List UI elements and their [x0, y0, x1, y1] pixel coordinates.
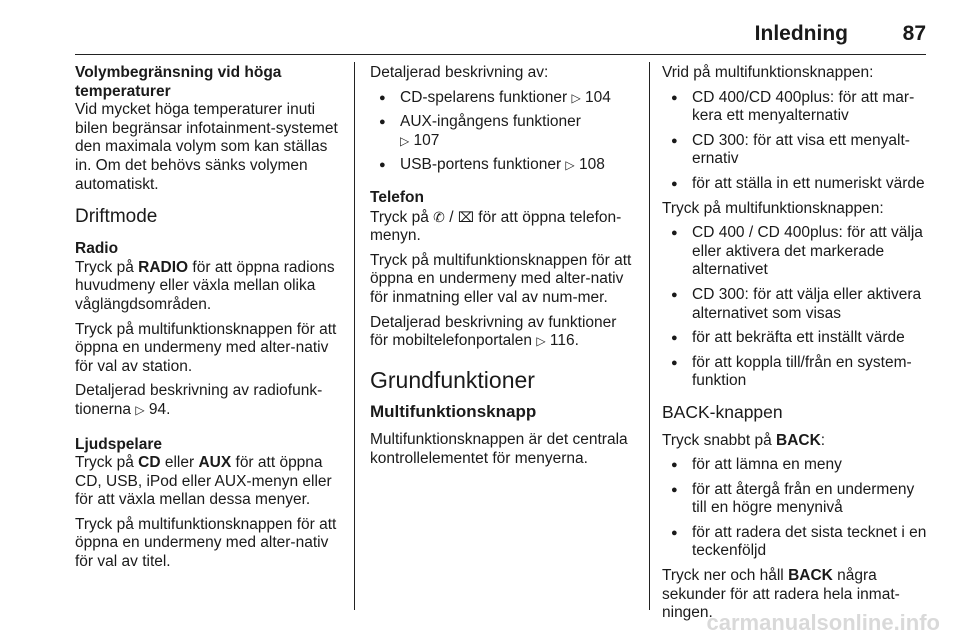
watermark: carmanualsonline.info [706, 610, 940, 635]
radio-paragraph-2: Tryck på multifunktionsknappen för att öppna en undermeny med alter-nativ för val av station. [75, 320, 337, 375]
telefon-paragraph-3: Detaljerad beskrivning av funktioner för mobiltelefonportalen ▷ 116. [370, 313, 617, 350]
page-title: Inledning [754, 22, 848, 45]
phone-icon: ✆ [433, 208, 445, 225]
page-ref-icon: ▷ [571, 90, 581, 105]
ljud-paragraph-2: Tryck på multifunktionsknappen för att öppna en undermeny med alter-nativ för val av titel. [75, 515, 337, 571]
multifunktion-text: Multifunktionsknappen är det centrala kontrollelementet för menyerna. [370, 431, 628, 467]
list-item: ● AUX-ingångens funktioner ▷ 107 [370, 113, 636, 150]
list-item: ● för att radera det sista tecknet i en teckenföljd [662, 524, 932, 561]
volume-text: Vid mycket höga temperaturer inuti bilen begränsar infotainment-systemet den maximala volym som kan ställas in. Om det behövs sänks volymen automatiskt. [75, 101, 338, 193]
list-item: ● för att koppla till/från en system-funktion [662, 354, 932, 391]
detail-list [370, 89, 636, 175]
list-item: ● för att bekräfta ett inställt värde [662, 329, 932, 348]
telefon-heading: Telefon [370, 188, 424, 206]
tryck-list [662, 224, 932, 391]
page-ref-icon: ▷ [536, 334, 546, 349]
radio-heading: Radio [75, 240, 119, 258]
list-item: ● CD 400 / CD 400plus: för att välja eller aktivera det markerade alternativet [662, 224, 932, 280]
list-item: ● CD-spelarens funktioner ▷ 104 [370, 89, 636, 108]
column-middle [370, 64, 636, 475]
page-number: 87 [902, 22, 926, 45]
phone-mute-icon: ⌧ [457, 208, 474, 225]
tryck-heading: Tryck på multifunktionsknappen: [662, 199, 884, 217]
column-divider [354, 62, 355, 610]
column-divider [649, 62, 650, 610]
list-item: ● för att lämna en meny [662, 456, 932, 475]
back-list [662, 456, 932, 561]
detail-heading: Detaljerad beskrivning av: [370, 64, 549, 81]
volume-heading: Volymbegränsning vid höga temperaturer [75, 64, 282, 100]
radio-paragraph-3: Detaljerad beskrivning av radiofunk-tionerna ▷ 94. [75, 382, 323, 418]
list-item: ● USB-portens funktioner ▷ 108 [370, 156, 636, 175]
telefon-paragraph-1: Tryck på ✆ / ⌧ för att öppna telefon-menyn. [370, 208, 622, 245]
list-item: ● CD 300: för att välja eller aktivera alternativet som visas [662, 286, 932, 323]
vrid-heading: Vrid på multifunktionsknappen: [662, 64, 874, 81]
list-item: ● CD 400/CD 400plus: för att mar-kera ett menyalternativ [662, 89, 932, 126]
back-heading: BACK-knappen [662, 401, 783, 422]
vrid-list [662, 89, 932, 194]
page-ref-icon: ▷ [565, 158, 575, 173]
column-right [662, 64, 932, 629]
ljudspelare-heading: Ljudspelare [75, 435, 162, 453]
back-paragraph: Tryck snabbt på BACK: [662, 431, 826, 449]
list-item: ● för att återgå från en undermeny till en högre menynivå [662, 481, 932, 518]
driftmode-heading: Driftmode [75, 206, 158, 228]
page-ref-icon: ▷ [135, 402, 145, 417]
page-ref-icon: ▷ [400, 133, 410, 148]
header-rule [75, 54, 926, 55]
column-left [75, 64, 347, 578]
list-item: ● CD 300: för att visa ett menyalt-ernativ [662, 132, 932, 169]
radio-paragraph-1: Tryck på RADIO för att öppna radions huvudmeny eller växla mellan olika våglängdsområden. [75, 258, 335, 313]
telefon-paragraph-2: Tryck på multifunktionsknappen för att öppna en undermeny med alter-nativ för inmatning eller val av num-mer. [370, 251, 632, 306]
grundfunktioner-heading: Grundfunktioner [370, 366, 535, 393]
multifunktion-heading: Multifunktionsknapp [370, 401, 537, 421]
page-header [0, 0, 960, 52]
hold-paragraph: Tryck ner och håll BACK några sekunder för att radera hela inmat-ningen. [662, 567, 900, 622]
ljud-paragraph-1: Tryck på CD eller AUX för att öppna CD, USB, iPod eller AUX-menyn eller för att växla mellan dessa menyer. [75, 454, 332, 509]
list-item: ● för att ställa in ett numeriskt värde [662, 175, 932, 194]
